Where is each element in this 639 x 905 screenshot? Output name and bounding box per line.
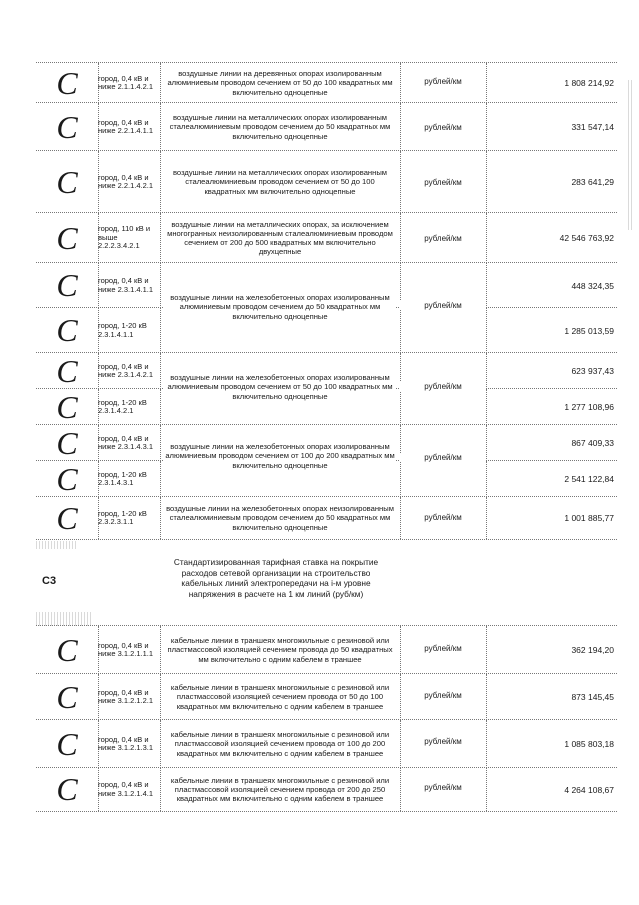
unit: рублей/км (400, 453, 486, 462)
rate-value: 283 641,29 (571, 177, 614, 187)
category-letter: C (56, 219, 78, 256)
rate-value: 4 264 108,67 (564, 784, 614, 795)
category-letter: C (56, 461, 78, 497)
unit: рублей/км (424, 123, 462, 132)
section-description: Стандартизированная тарифная ставка на покрытие расходов сетевой организации на строительство кабельных линий электропередачи на i-м уровне напряжения в расчете на 1 км линий (руб/км) (173, 557, 379, 599)
category-letter: C (56, 631, 78, 668)
voltage-code: город, 1-20 кВ 2.3.2.3.1.1 (98, 508, 147, 526)
line-description: воздушные линии на железобетонных опорах изолированным алюминиевым проводом сечением от 50 до 100 квадратных мм включительно одноцепные (164, 373, 396, 401)
category-letter: C (56, 163, 78, 200)
unit: рублей/км (424, 77, 462, 86)
voltage-code: город, 1-20 кВ 2.3.1.4.1.1 (98, 321, 147, 339)
voltage-code: город, 1-20 кВ 2.3.1.4.2.1 (98, 397, 147, 415)
line-description: воздушные линии на металлических опорах изолированным сталеалюминиевым проводом сечением до 50 квадратных мм включительно одноцепные (169, 113, 391, 141)
category-letter: C (56, 267, 78, 303)
table-row (36, 719, 617, 768)
line-description: кабельные линии в траншеях многожильные с резиновой или пластмассовой изоляцией сечением провода от 200 до 250 квадратных мм включительно с одним кабелем в траншее (170, 775, 390, 804)
rate-value: 1 085 803,18 (564, 739, 614, 749)
voltage-code: город, 110 кВ и выше 2.2.2.3.4.2.1 (98, 224, 151, 251)
line-description: воздушные линии на металлических опорах, за исключением многогранных неизолированным сталеалюминиевым проводом сечением от 200 до 500 квадратных мм включительно двухцепные (167, 219, 393, 257)
unit: рублей/км (424, 644, 462, 653)
unit: рублей/км (424, 783, 462, 792)
unit: рублей/км (424, 178, 462, 187)
voltage-code: город, 0,4 кВ и ниже 2.2.1.4.2.1 (98, 172, 154, 190)
rate-value: 448 324,35 (571, 280, 614, 291)
rate-value: 1 001 885,77 (564, 513, 614, 523)
line-description: кабельные линии в траншеях многожильные с резиновой или пластмассовой изоляцией сечением провода от 100 до 200 квадратных мм включительно с одним кабелем в траншее (170, 730, 390, 758)
section-code: С3 (42, 575, 57, 587)
category-letter: C (56, 353, 78, 389)
category-letter: C (56, 108, 78, 145)
voltage-code: город, 0,4 кВ и ниже 2.3.1.4.3.1 (98, 433, 154, 451)
unit: рублей/км (424, 234, 462, 243)
table-row (36, 673, 617, 720)
line-description: кабельные линии в траншеях многожильные с резиновой или пластмассовой изоляцией сечением провода до 50 квадратных мм включительно с одним кабелем в траншее (167, 636, 393, 664)
rate-value: 1 285 013,59 (564, 325, 614, 336)
rate-value: 2 541 122,84 (564, 474, 614, 484)
voltage-code: город, 0,4 кВ и ниже 2.3.1.4.2.1 (98, 361, 154, 379)
rate-value: 331 547,14 (571, 122, 614, 132)
rate-value: 623 937,43 (571, 366, 614, 376)
unit: рублей/км (400, 301, 486, 310)
unit: рублей/км (424, 737, 462, 746)
voltage-code: город, 0,4 кВ и ниже 3.1.2.1.1.1 (98, 640, 154, 658)
table-row (36, 625, 617, 674)
rate-value: 873 145,45 (571, 692, 614, 702)
table-row (36, 150, 617, 213)
category-letter: C (56, 312, 78, 348)
voltage-code: город, 1-20 кВ 2.3.1.4.3.1 (98, 469, 147, 487)
voltage-code: город, 0,4 кВ и ниже 3.1.2.1.3.1 (98, 734, 154, 752)
line-description: воздушные линии на железобетонных опорах изолированным алюминиевым проводом сечением от 100 до 200 квадратных мм включительно одноцепные (165, 442, 395, 470)
table-row (36, 102, 617, 151)
table-row (36, 212, 617, 263)
voltage-code: город, 0,4 кВ и ниже 2.2.1.4.1.1 (98, 117, 154, 135)
rate-value: 42 546 763,92 (559, 233, 614, 243)
line-description: воздушные линии на железобетонных опорах неизолированным сталеалюминиевым проводом сечением до 50 квадратных мм включительно одноцепные (166, 504, 394, 532)
table-row (36, 767, 617, 812)
category-letter: C (56, 678, 78, 715)
table-row (36, 62, 617, 103)
line-description: воздушные линии на деревянных опорах изолированным алюминиевым проводом сечением от 50 до 100 квадратных мм включительно одноцепные (167, 69, 393, 97)
rate-value: 1 808 214,92 (564, 78, 614, 88)
category-letter: C (56, 499, 78, 536)
unit: рублей/км (424, 513, 462, 522)
unit: рублей/км (424, 691, 462, 700)
rate-value: 362 194,20 (571, 645, 614, 655)
voltage-code: город, 0,4 кВ и ниже 2.1.1.4.2.1 (98, 73, 154, 91)
voltage-code: город, 0,4 кВ и ниже 3.1.2.1.2.1 (98, 687, 154, 705)
table-row (36, 496, 617, 540)
category-letter: C (56, 771, 78, 807)
category-letter: C (56, 389, 78, 425)
category-letter: C (56, 725, 78, 762)
unit: рублей/км (400, 382, 486, 391)
line-description: воздушные линии на металлических опорах изолированным сталеалюминиевым проводом сечением от 50 до 100 квадратных мм включительно одноцепные (172, 168, 387, 196)
voltage-code: город, 0,4 кВ и ниже 2.3.1.4.1.1 (98, 276, 154, 294)
voltage-code: город, 0,4 кВ и ниже 3.1.2.1.4.1 (98, 780, 154, 798)
rate-value: 867 409,33 (571, 438, 614, 448)
category-letter: C (56, 64, 78, 101)
category-letter: C (56, 425, 78, 461)
line-description: воздушные линии на железобетонных опорах изолированным алюминиевым проводом сечением до 50 квадратных мм включительно одноцепные (164, 293, 396, 321)
line-description: кабельные линии в траншеях многожильные с резиновой или пластмассовой изоляцией сечением провода от 50 до 100 квадратных мм включительно с одним кабелем в траншее (170, 683, 390, 711)
rate-value: 1 277 108,96 (564, 402, 614, 412)
